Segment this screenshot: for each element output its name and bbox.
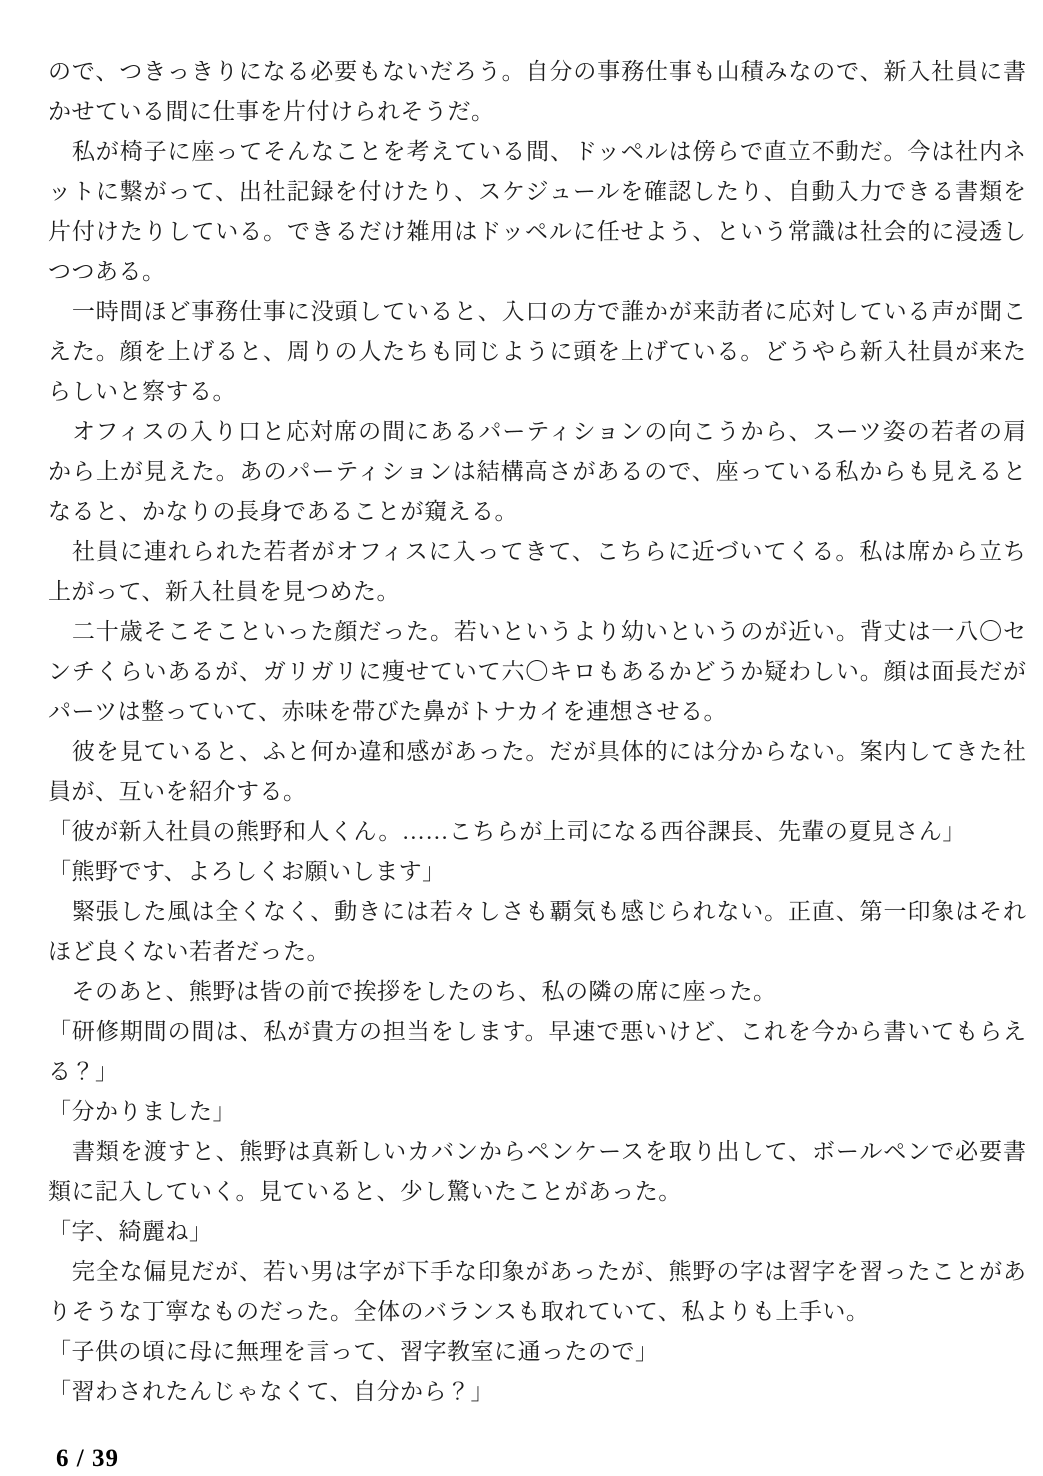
text-line: る？」 (48, 1059, 119, 1084)
text-line: ほど良くない若者だった。 (48, 939, 330, 964)
text-line: なると、かなりの長身であることが窺える。 (48, 499, 518, 524)
text-line: 私が椅子に座ってそんなことを考えている間、ドッペルは傍らで直立不動だ。今は社内ネ (48, 139, 1026, 164)
text-line: ットに繋がって、出社記録を付けたり、スケジュールを確認したり、自動入力できる書類を (48, 179, 1026, 204)
text-line: 員が、互いを紹介する。 (48, 779, 307, 804)
text-line: えた。顔を上げると、周りの人たちも同じように頭を上げている。どうやら新入社員が来た (48, 339, 1026, 364)
text-line: らしいと察する。 (48, 379, 236, 404)
text-line: 一時間ほど事務仕事に没頭していると、入口の方で誰かが来訪者に応対している声が聞こ (48, 299, 1026, 324)
text-line: 「彼が新入社員の熊野和人くん。……こちらが上司になる西谷課長、先輩の夏見さん」 (48, 819, 966, 844)
text-line: ので、つきっきりになる必要もないだろう。自分の事務仕事も山積みなので、新入社員に書 (48, 59, 1026, 84)
text-line: りそうな丁寧なものだった。全体のバランスも取れていて、私よりも上手い。 (48, 1299, 870, 1324)
page-indicator: 6 / 39 (56, 1445, 119, 1472)
text-line: かせている間に仕事を片付けられそうだ。 (48, 99, 495, 124)
text-line: 彼を見ていると、ふと何か違和感があった。だが具体的には分からない。案内してきた社 (48, 739, 1026, 764)
text-line: 上がって、新入社員を見つめた。 (48, 579, 401, 604)
text-line: 緊張した風は全くなく、動きには若々しさも覇気も感じられない。正直、第一印象はそれ (48, 899, 1026, 924)
text-line: つつある。 (48, 259, 166, 284)
text-line: パーツは整っていて、赤味を帯びた鼻がトナカイを連想させる。 (48, 699, 727, 724)
text-line: 二十歳そこそこといった顔だった。若いというより幼いというのが近い。背丈は一八〇セ (48, 619, 1026, 644)
text-line: 社員に連れられた若者がオフィスに入ってきて、こちらに近づいてくる。私は席から立ち (48, 539, 1026, 564)
text-line: 片付けたりしている。できるだけ雑用はドッペルに任せよう、という常識は社会的に浸透し (48, 219, 1026, 244)
text-line: 「字、綺麗ね」 (48, 1219, 213, 1244)
text-line: から上が見えた。あのパーティションは結構高さがあるので、座っている私からも見えると (48, 459, 1026, 484)
text-line: 完全な偏見だが、若い男は字が下手な印象があったが、熊野の字は習字を習ったことがあ (48, 1259, 1026, 1284)
text-line: 「熊野です、よろしくお願いします」 (48, 859, 446, 884)
text-line: 「分かりました」 (48, 1099, 236, 1124)
text-line: 類に記入していく。見ていると、少し驚いたことがあった。 (48, 1179, 682, 1204)
text-line: 「研修期間の間は、私が貴方の担当をします。早速で悪いけど、これを今から書いてもらえ (48, 1019, 1026, 1044)
text-line: オフィスの入り口と応対席の間にあるパーティションの向こうから、スーツ姿の若者の肩 (48, 419, 1026, 444)
body-text (48, 52, 1026, 1412)
text-line: 「習わされたんじゃなくて、自分から？」 (48, 1379, 495, 1404)
text-line: 書類を渡すと、熊野は真新しいカバンからペンケースを取り出して、ボールペンで必要書 (48, 1139, 1026, 1164)
text-line: ンチくらいあるが、ガリガリに痩せていて六〇キロもあるかどうか疑わしい。顔は面長だが (48, 659, 1026, 684)
text-line: そのあと、熊野は皆の前で挨拶をしたのち、私の隣の席に座った。 (48, 979, 777, 1004)
text-line: 「子供の頃に母に無理を言って、習字教室に通ったので」 (48, 1339, 659, 1364)
